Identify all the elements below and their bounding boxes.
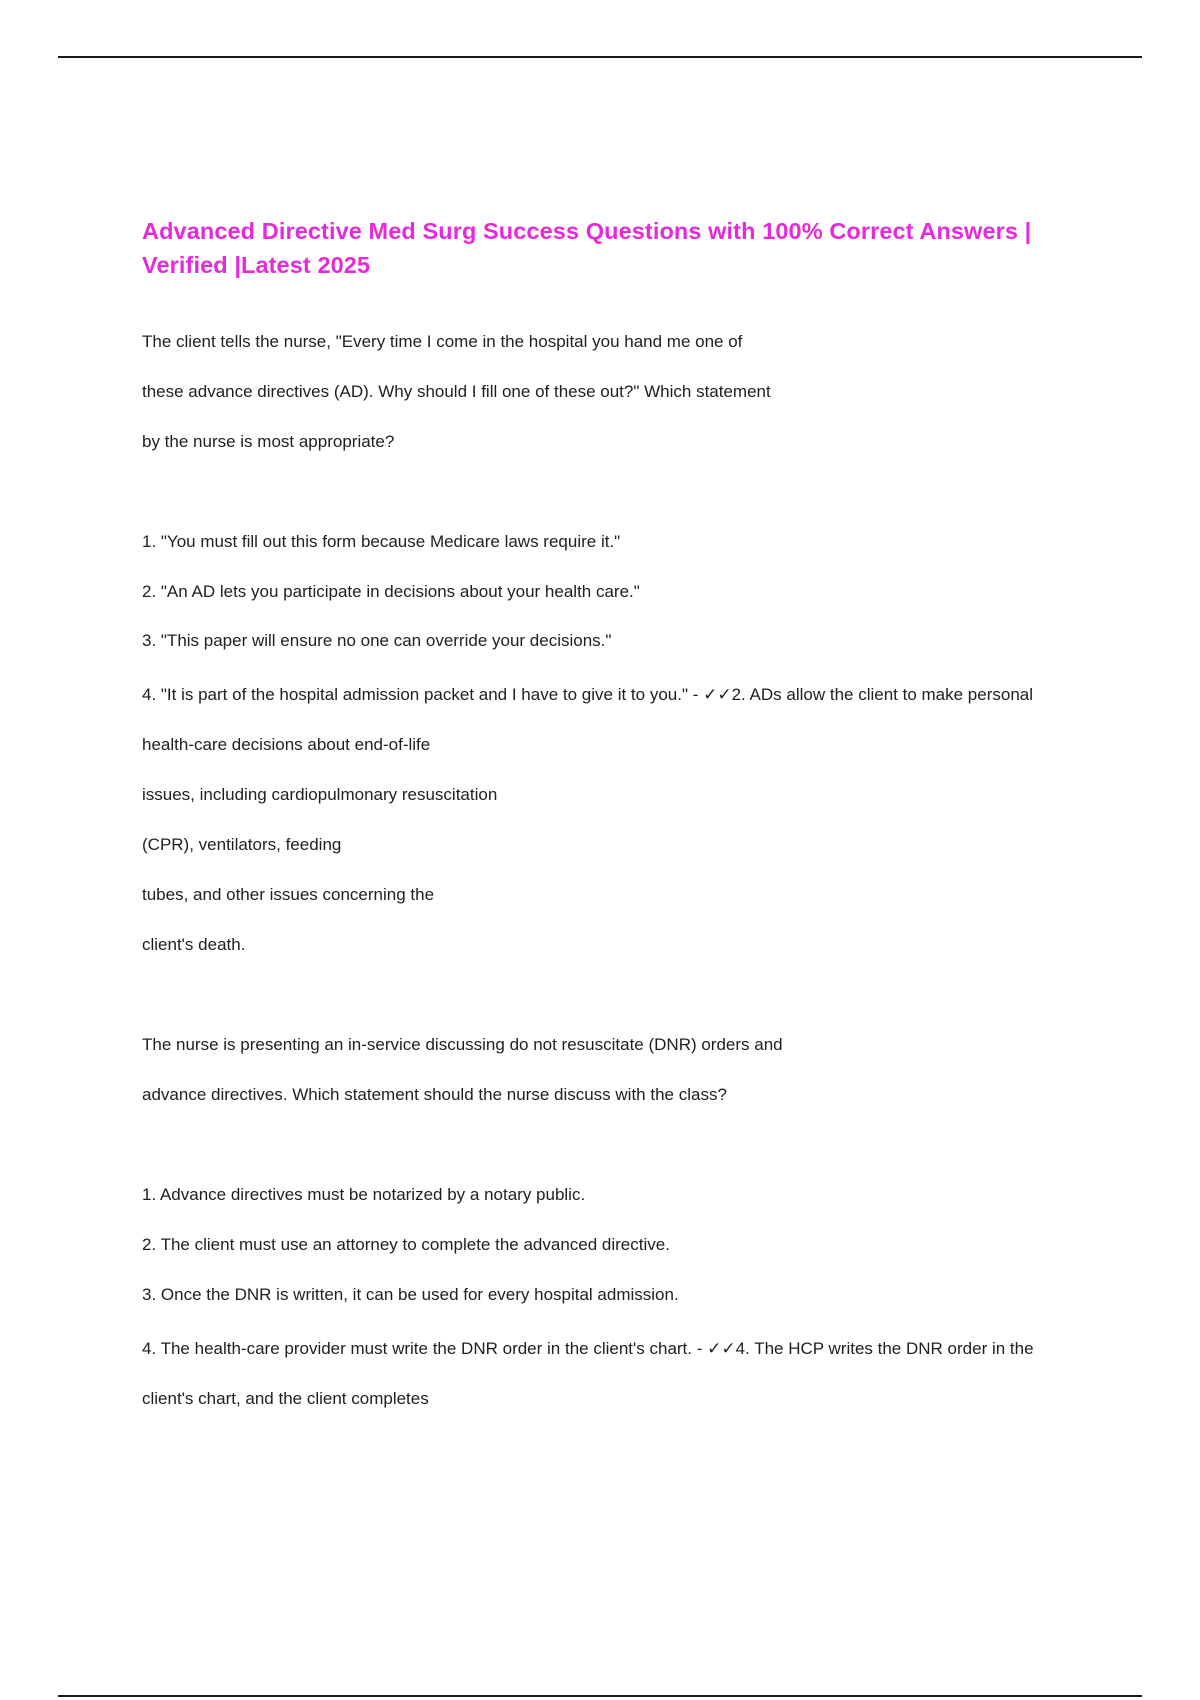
- q2-option-3: 3. Once the DNR is written, it can be used for every hospital admission.: [142, 1285, 679, 1304]
- q1-answer-line: client's death.: [142, 935, 246, 954]
- q1-answer-line: (CPR), ventilators, feeding: [142, 835, 342, 854]
- q1-stem-line: by the nurse is most appropriate?: [142, 432, 395, 451]
- q1-option-3: 3. "This paper will ensure no one can override your decisions.": [142, 631, 612, 650]
- footer-rule: [58, 1695, 1142, 1697]
- q2-option-1: 1. Advance directives must be notarized by a notary public.: [142, 1185, 586, 1204]
- q2-answer-line: client's chart, and the client completes: [142, 1389, 429, 1408]
- q1-answer-line: tubes, and other issues concerning the: [142, 885, 435, 904]
- header-rule: [58, 56, 1142, 58]
- q2-stem-line: advance directives. Which statement should the nurse discuss with the class?: [142, 1085, 727, 1104]
- q2-option-4: 4. The health-care provider must write the DNR order in the client's chart. - ✓✓4. The HCP writes the DNR order in the: [142, 1339, 1034, 1358]
- q1-stem-line: these advance directives (AD). Why should I fill one of these out?" Which statement: [142, 382, 771, 401]
- q2-option-2: 2. The client must use an attorney to complete the advanced directive.: [142, 1235, 670, 1254]
- q1-option-1: 1. "You must fill out this form because Medicare laws require it.": [142, 532, 621, 551]
- q1-option-2: 2. "An AD lets you participate in decisions about your health care.": [142, 582, 640, 601]
- document-body: [142, 214, 1072, 1410]
- q1-answer-line: issues, including cardiopulmonary resuscitation: [142, 785, 498, 804]
- q1-stem-line: The client tells the nurse, "Every time I come in the hospital you hand me one of: [142, 332, 743, 351]
- q2-stem-line: The nurse is presenting an in-service discussing do not resuscitate (DNR) orders and: [142, 1035, 783, 1054]
- q1-answer-line: health-care decisions about end-of-life: [142, 735, 431, 754]
- document-title: Advanced Directive Med Surg Success Questions with 100% Correct Answers | Verified |Latest 2025: [142, 218, 1032, 278]
- q1-option-4: 4. "It is part of the hospital admission packet and I have to give it to you." - ✓✓2. ADs allow the client to make personal: [142, 685, 1034, 704]
